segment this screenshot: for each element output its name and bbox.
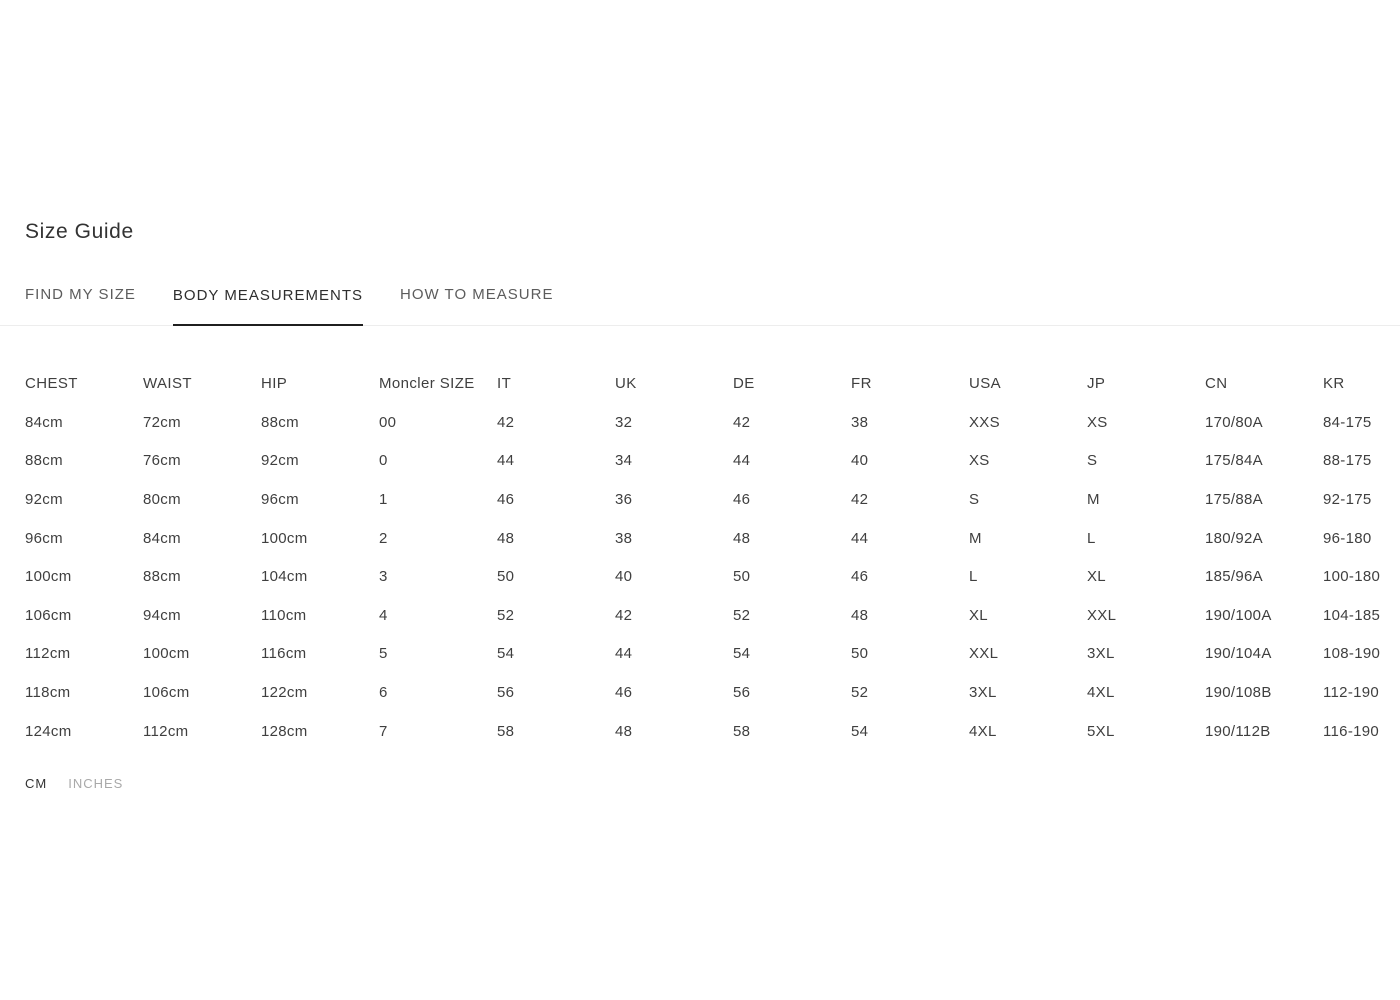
table-cell: 42 bbox=[615, 606, 633, 624]
table-cell: 40 bbox=[851, 452, 869, 470]
table-cell: 7 bbox=[379, 722, 388, 740]
table-cell: 104cm bbox=[261, 568, 308, 586]
table-cell: 100cm bbox=[25, 568, 72, 586]
table-cell: 1 bbox=[379, 490, 388, 508]
table-cell: 106cm bbox=[143, 683, 190, 701]
table-row bbox=[25, 596, 1400, 635]
table-cell: 54 bbox=[851, 722, 869, 740]
table-cell: M bbox=[1087, 490, 1100, 508]
table-cell: 124cm bbox=[25, 722, 72, 740]
table-cell: 100cm bbox=[143, 645, 190, 663]
table-row bbox=[25, 442, 1400, 481]
table-cell: 38 bbox=[851, 413, 869, 431]
table-header-row bbox=[25, 364, 1400, 403]
table-cell: 116cm bbox=[261, 645, 307, 663]
table-cell: 190/108B bbox=[1205, 683, 1272, 701]
table-cell: XXL bbox=[969, 645, 999, 663]
table-cell: 50 bbox=[851, 645, 869, 663]
column-header: FR bbox=[851, 375, 872, 392]
column-header: HIP bbox=[261, 375, 288, 392]
table-cell: 48 bbox=[733, 529, 751, 547]
table-cell: 46 bbox=[615, 683, 633, 701]
table-cell: 92-175 bbox=[1323, 490, 1372, 508]
page-title: Size Guide bbox=[25, 220, 134, 243]
table-cell: 92cm bbox=[261, 452, 299, 470]
column-header: UK bbox=[615, 375, 637, 392]
table-cell: L bbox=[1087, 529, 1096, 547]
table-cell: 50 bbox=[497, 568, 515, 586]
table-cell: XL bbox=[969, 606, 988, 624]
tab-body-measurements[interactable]: BODY MEASUREMENTS bbox=[173, 286, 363, 326]
table-cell: 106cm bbox=[25, 606, 72, 624]
table-cell: 112cm bbox=[143, 722, 189, 740]
table-cell: 88cm bbox=[143, 568, 181, 586]
table-cell: L bbox=[969, 568, 978, 586]
table-row bbox=[25, 712, 1400, 751]
table-cell: 84-175 bbox=[1323, 413, 1372, 431]
table-cell: 190/100A bbox=[1205, 606, 1272, 624]
column-header: KR bbox=[1323, 375, 1345, 392]
table-cell: 96-180 bbox=[1323, 529, 1372, 547]
size-table bbox=[25, 364, 1400, 750]
table-cell: 72cm bbox=[143, 413, 181, 431]
table-cell: 40 bbox=[615, 568, 633, 586]
table-cell: XXL bbox=[1087, 606, 1117, 624]
table-row bbox=[25, 557, 1400, 596]
table-cell: 44 bbox=[733, 452, 751, 470]
table-cell: 190/112B bbox=[1205, 722, 1271, 740]
table-cell: 84cm bbox=[25, 413, 63, 431]
table-cell: 42 bbox=[497, 413, 515, 431]
column-header: USA bbox=[969, 375, 1002, 392]
table-cell: 52 bbox=[497, 606, 515, 624]
table-row bbox=[25, 673, 1400, 712]
table-cell: 46 bbox=[851, 568, 869, 586]
table-cell: 46 bbox=[497, 490, 515, 508]
table-cell: 42 bbox=[733, 413, 751, 431]
table-cell: 36 bbox=[615, 490, 633, 508]
table-cell: S bbox=[969, 490, 980, 508]
table-cell: 58 bbox=[497, 722, 515, 740]
table-cell: 5 bbox=[379, 645, 388, 663]
table-cell: 48 bbox=[497, 529, 515, 547]
table-cell: 100cm bbox=[261, 529, 308, 547]
table-cell: 32 bbox=[615, 413, 633, 431]
table-cell: 4 bbox=[379, 606, 388, 624]
table-cell: 4XL bbox=[969, 722, 997, 740]
table-cell: 52 bbox=[733, 606, 751, 624]
table-cell: 44 bbox=[615, 645, 633, 663]
table-cell: XXS bbox=[969, 413, 1000, 431]
table-cell: 110cm bbox=[261, 606, 307, 624]
table-cell: 88-175 bbox=[1323, 452, 1372, 470]
table-cell: 56 bbox=[497, 683, 515, 701]
table-cell: 3XL bbox=[969, 683, 997, 701]
unit-toggle bbox=[25, 776, 1400, 791]
table-cell: 96cm bbox=[25, 529, 63, 547]
table-cell: 38 bbox=[615, 529, 633, 547]
table-cell: XS bbox=[969, 452, 990, 470]
table-cell: M bbox=[969, 529, 982, 547]
table-cell: 88cm bbox=[261, 413, 299, 431]
table-cell: 108-190 bbox=[1323, 645, 1381, 663]
table-cell: 44 bbox=[497, 452, 515, 470]
table-cell: 170/80A bbox=[1205, 413, 1263, 431]
column-header: CHEST bbox=[25, 375, 78, 392]
table-cell: 0 bbox=[379, 452, 388, 470]
table-cell: 185/96A bbox=[1205, 568, 1263, 586]
table-cell: 104-185 bbox=[1323, 606, 1381, 624]
table-cell: 56 bbox=[733, 683, 751, 701]
unit-inches-button[interactable]: INCHES bbox=[68, 776, 124, 792]
tab-find-my-size[interactable]: FIND MY SIZE bbox=[25, 286, 136, 325]
table-cell: 180/92A bbox=[1205, 529, 1263, 547]
table-cell: 190/104A bbox=[1205, 645, 1272, 663]
table-cell: 48 bbox=[615, 722, 633, 740]
table-cell: 50 bbox=[733, 568, 751, 586]
table-cell: 3 bbox=[379, 568, 388, 586]
table-row bbox=[25, 519, 1400, 558]
table-cell: 112cm bbox=[25, 645, 71, 663]
column-header: JP bbox=[1087, 375, 1106, 392]
table-cell: S bbox=[1087, 452, 1098, 470]
table-cell: 88cm bbox=[25, 452, 63, 470]
table-cell: 80cm bbox=[143, 490, 181, 508]
table-cell: 00 bbox=[379, 413, 397, 431]
table-cell: 84cm bbox=[143, 529, 181, 547]
column-header: DE bbox=[733, 375, 755, 392]
table-cell: 5XL bbox=[1087, 722, 1115, 740]
table-cell: 175/84A bbox=[1205, 452, 1263, 470]
table-cell: 118cm bbox=[25, 683, 71, 701]
table-row bbox=[25, 403, 1400, 442]
table-cell: 44 bbox=[851, 529, 869, 547]
size-guide-page bbox=[0, 220, 1400, 1000]
table-row bbox=[25, 480, 1400, 519]
column-header: WAIST bbox=[143, 375, 192, 392]
table-cell: 76cm bbox=[143, 452, 181, 470]
table-cell: 96cm bbox=[261, 490, 299, 508]
column-header: Moncler SIZE bbox=[379, 375, 475, 392]
unit-cm-button[interactable]: CM bbox=[25, 776, 48, 792]
table-cell: 4XL bbox=[1087, 683, 1115, 701]
table-cell: 175/88A bbox=[1205, 490, 1263, 508]
table-cell: 52 bbox=[851, 683, 869, 701]
table-cell: 58 bbox=[733, 722, 751, 740]
table-cell: 116-190 bbox=[1323, 722, 1380, 740]
table-cell: 128cm bbox=[261, 722, 308, 740]
table-row bbox=[25, 635, 1400, 674]
table-cell: 34 bbox=[615, 452, 633, 470]
tab-how-to-measure[interactable]: HOW TO MEASURE bbox=[400, 286, 553, 325]
table-cell: 122cm bbox=[261, 683, 308, 701]
table-cell: 42 bbox=[851, 490, 869, 508]
table-cell: 54 bbox=[733, 645, 751, 663]
table-cell: 3XL bbox=[1087, 645, 1115, 663]
table-cell: 92cm bbox=[25, 490, 63, 508]
table-cell: 112-190 bbox=[1323, 683, 1380, 701]
table-cell: 54 bbox=[497, 645, 515, 663]
table-cell: 94cm bbox=[143, 606, 181, 624]
table-cell: 48 bbox=[851, 606, 869, 624]
table-cell: XL bbox=[1087, 568, 1106, 586]
table-cell: 2 bbox=[379, 529, 388, 547]
column-header: IT bbox=[497, 375, 512, 392]
table-cell: 46 bbox=[733, 490, 751, 508]
table-cell: 100-180 bbox=[1323, 568, 1381, 586]
tab-bar bbox=[0, 286, 1400, 326]
table-cell: XS bbox=[1087, 413, 1108, 431]
table-cell: 6 bbox=[379, 683, 388, 701]
column-header: CN bbox=[1205, 375, 1228, 392]
